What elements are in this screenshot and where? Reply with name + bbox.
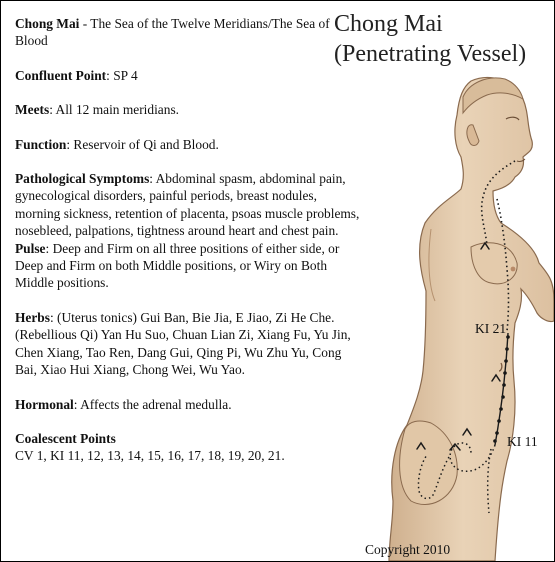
hormonal-entry	[15, 396, 360, 413]
title-line-2: (Penetrating Vessel)	[334, 41, 527, 67]
info-panel	[15, 15, 360, 465]
pulse-entry	[15, 240, 360, 292]
diagram-title	[334, 9, 526, 69]
hormonal-text: : Affects the adrenal medulla.	[73, 396, 232, 412]
nipple	[511, 267, 516, 272]
pathological-symptoms-entry	[15, 170, 360, 240]
coalescent-points-entry	[15, 430, 360, 465]
herbs-label: Herbs	[15, 309, 50, 325]
meets-label: Meets	[15, 102, 50, 118]
coalescent-points-text: CV 1, KI 11, 12, 13, 14, 15, 16, 17, 18, 19, 20, 21.	[15, 448, 285, 464]
hormonal-label: Hormonal	[15, 396, 74, 412]
function-entry	[15, 136, 360, 153]
coalescent-points-label: Coalescent Points	[15, 430, 116, 446]
pathological-symptoms-label: Pathological Symptoms	[15, 171, 150, 187]
meets-entry	[15, 101, 360, 118]
vessel-name-entry	[15, 15, 360, 50]
confluent-point-entry	[15, 67, 360, 84]
ki21-label: KI 21	[475, 321, 507, 336]
title-line-1: Chong Mai	[334, 11, 443, 37]
copyright-notice: Copyright 2010	[365, 542, 451, 557]
vessel-name-label: Chong Mai	[15, 16, 80, 31]
confluent-point-label: Confluent Point	[15, 67, 107, 83]
ki11-label: KI 11	[507, 434, 538, 449]
confluent-point-text: : SP 4	[106, 67, 138, 83]
vessel-name-text: - The Sea of the Twelve Meridians/The Sea of Blood	[15, 16, 330, 49]
pulse-text: : Deep and Firm on all three positions of either side, or Deep and Firm on both Middle positions, or Wiry on Both Middle positions.	[15, 240, 340, 291]
function-text: : Reservoir of Qi and Blood.	[66, 136, 219, 152]
pathological-symptoms-text: : Abdominal spasm, abdominal pain, gynecological disorders, painful periods, breast nodules, morning sickness, retention of placenta, psoas muscle problems, nosebleed, palpations, tightness around heart and chest pain.	[15, 171, 360, 239]
pulse-label: Pulse	[15, 240, 46, 256]
meets-text: : All 12 main meridians.	[49, 102, 180, 118]
herbs-text: : (Uterus tonics) Gui Ban, Bie Jia, E Jiao, Zi He Che. (Rebellious Qi) Yan Hu Suo, Chuan Lian Zi, Xiang Fu, Yu Jin, Chen Xiang, Tao Ren, Dang Gui, Qing Pi, Wu Zhu Yu, Cong Bai, Xiao Hui Xiang, Chong Wei, Wu Yao.	[15, 309, 351, 378]
herbs-entry	[15, 309, 360, 379]
function-label: Function	[15, 136, 67, 152]
